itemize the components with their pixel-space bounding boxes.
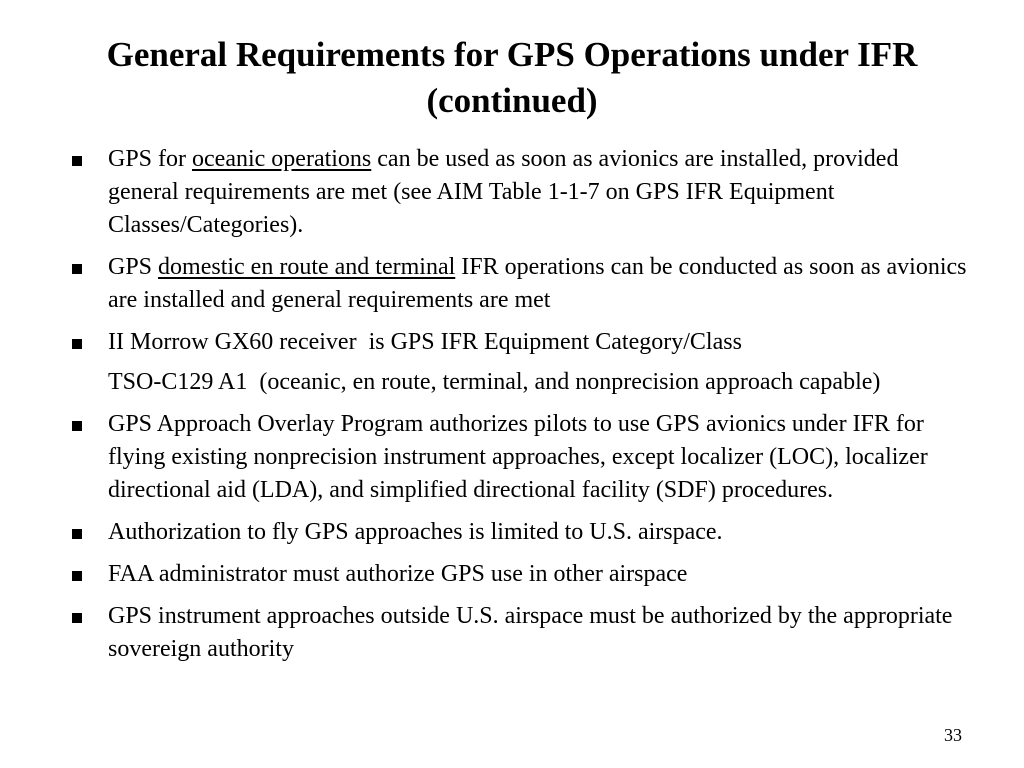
bullet-text: GPS instrument approaches outside U.S. airspace must be authorized by the appropriate sovereign authority	[108, 603, 959, 662]
square-bullet-icon	[72, 339, 82, 349]
bullet-text: GPS Approach Overlay Program authorizes pilots to use GPS avionics under IFR for flying existing nonprecision instrument approaches, except localizer (LOC), localizer directional aid (LDA), and simplified directional facility (SDF) procedures.	[108, 411, 934, 503]
bullet-continuation-tso	[68, 366, 968, 399]
bullet-item-gx60	[68, 326, 968, 359]
slide-title	[30, 32, 994, 124]
square-bullet-icon	[72, 613, 82, 623]
square-bullet-icon	[72, 421, 82, 431]
slide-title-line-1: General Requirements for GPS Operations under IFR	[106, 35, 918, 74]
bullet-text	[108, 146, 904, 238]
bullet-text: Authorization to fly GPS approaches is limited to U.S. airspace.	[108, 519, 723, 545]
page-number: 33	[944, 725, 962, 745]
bullet-underlined-term: domestic en route and terminal	[158, 254, 456, 280]
square-bullet-icon	[72, 156, 82, 166]
bullet-list	[68, 143, 973, 675]
bullet-text-before: GPS for	[108, 146, 193, 172]
bullet-text	[108, 254, 972, 313]
bullet-item-sovereign-authority	[68, 600, 968, 666]
bullet-underlined-term: oceanic operations	[192, 146, 372, 172]
bullet-text-before: GPS	[108, 254, 159, 280]
bullet-item-faa-authorize	[68, 558, 968, 591]
bullet-text-after: can be used as soon as avionics are installed, provided general requirements are met (see AIM Table 1-1-7 on GPS IFR Equipment Classes/Categories).	[108, 146, 905, 238]
bullet-item-domestic	[68, 251, 973, 317]
bullet-text: FAA administrator must authorize GPS use in other airspace	[108, 561, 688, 587]
bullet-text-after: IFR operations can be conducted as soon as avionics are installed and general requirements are met	[108, 254, 973, 313]
slide-title-line-2: (continued)	[426, 81, 598, 120]
bullet-item-overlay-program	[68, 408, 968, 507]
square-bullet-icon	[72, 529, 82, 539]
bullet-text: II Morrow GX60 receiver is GPS IFR Equipment Category/Class	[108, 329, 742, 355]
bullet-item-us-airspace	[68, 516, 968, 549]
square-bullet-icon	[72, 264, 82, 274]
square-bullet-icon	[72, 571, 82, 581]
bullet-item-oceanic	[68, 143, 968, 242]
bullet-continuation-text: TSO-C129 A1 (oceanic, en route, terminal, and nonprecision approach capable)	[108, 369, 881, 395]
